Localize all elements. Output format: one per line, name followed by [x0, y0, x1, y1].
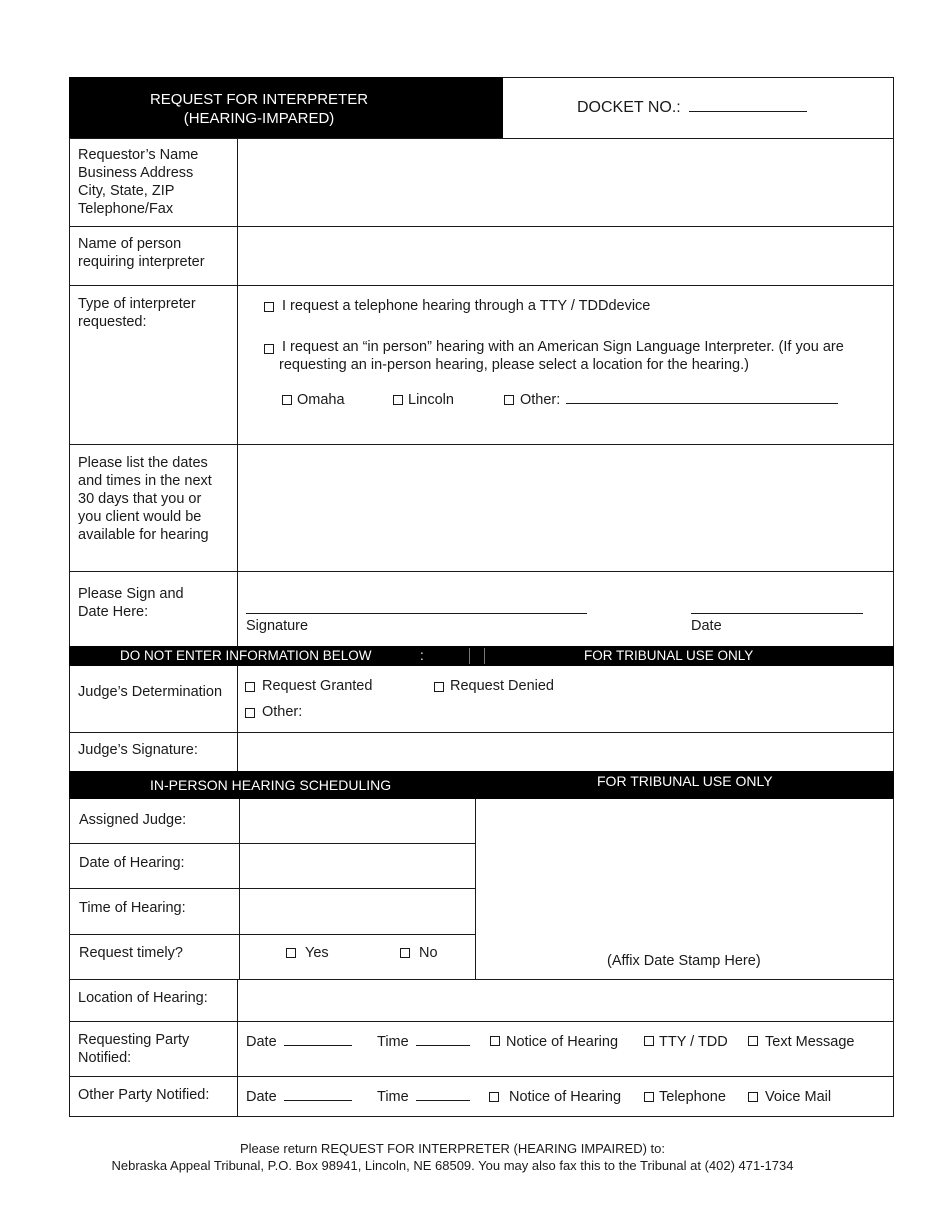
location-field[interactable]: [238, 980, 893, 1021]
tribunal-use-bar: [69, 646, 894, 666]
other-notice-checkbox[interactable]: [489, 1092, 499, 1102]
sign-label: Please Sign and Date Here:: [78, 586, 184, 620]
other-date-label: Date: [246, 1088, 352, 1106]
requesting-notice-checkbox[interactable]: [490, 1036, 500, 1046]
form-title: REQUEST FOR INTERPRETER: [149, 91, 369, 108]
inperson-checkbox[interactable]: [264, 344, 274, 354]
docket-label: DOCKET NO.:: [577, 99, 807, 117]
requesting-time-field[interactable]: [416, 1033, 470, 1046]
requesting-party-label: Requesting Party Notified:: [78, 1032, 190, 1066]
requesting-time-label: Time: [377, 1033, 470, 1051]
other-date-field[interactable]: [284, 1088, 352, 1101]
lincoln-label: Lincoln: [408, 392, 454, 408]
omaha-checkbox[interactable]: [282, 395, 292, 405]
scheduling-bar-left: IN-PERSON HEARING SCHEDULING: [150, 777, 392, 793]
other-party-label: Other Party Notified:: [78, 1087, 210, 1103]
time-of-hearing-field[interactable]: [240, 889, 474, 934]
requesting-date-label: Date: [246, 1033, 352, 1051]
interp-type-label: Type of interpreter requested:: [78, 296, 196, 330]
requesting-text-label: Text Message: [765, 1034, 855, 1050]
timely-yes-label: Yes: [305, 945, 329, 961]
person-label: Name of person requiring interpreter: [78, 236, 205, 270]
denied-label: Request Denied: [450, 678, 554, 694]
tribunal-bar-right: FOR TRIBUNAL USE ONLY: [584, 648, 754, 663]
docket-number-field[interactable]: [689, 99, 807, 112]
request-timely-label: Request timely?: [79, 945, 183, 961]
location-label: Location of Hearing:: [78, 990, 208, 1006]
date-of-hearing-field[interactable]: [240, 844, 474, 888]
omaha-label: Omaha: [297, 392, 345, 408]
judge-signature-field[interactable]: [238, 733, 893, 771]
requesting-tty-checkbox[interactable]: [644, 1036, 654, 1046]
other-telephone-checkbox[interactable]: [644, 1092, 654, 1102]
footer: [0, 1140, 905, 1174]
other-location-label: Other:: [520, 391, 838, 409]
other-voicemail-label: Voice Mail: [765, 1089, 832, 1105]
determination-label: Judge’s Determination: [78, 684, 223, 700]
timely-no-label: No: [419, 945, 438, 961]
date-stamp-caption: (Affix Date Stamp Here): [607, 953, 761, 969]
assigned-judge-label: Assigned Judge:: [79, 812, 187, 828]
date-of-hearing-label: Date of Hearing:: [79, 855, 185, 871]
requesting-date-field[interactable]: [284, 1033, 352, 1046]
scheduling-bar: [69, 771, 894, 799]
other-notice-label: Notice of Hearing: [509, 1089, 622, 1105]
determination-other-checkbox[interactable]: [245, 708, 255, 718]
requesting-tty-label: TTY / TDD: [659, 1034, 728, 1050]
other-location-field[interactable]: [566, 391, 838, 404]
timely-no-checkbox[interactable]: [400, 948, 410, 958]
scheduling-bar-right: FOR TRIBUNAL USE ONLY: [597, 773, 773, 789]
tribunal-bar-colon: :: [420, 648, 424, 663]
other-time-field[interactable]: [416, 1088, 470, 1101]
date-line[interactable]: [691, 613, 863, 614]
other-telephone-label: Telephone: [659, 1089, 726, 1105]
determination-other-label: Other:: [262, 704, 303, 720]
granted-label: Request Granted: [262, 678, 373, 694]
assigned-judge-field[interactable]: [240, 800, 474, 843]
footer-line1: Please return REQUEST FOR INTERPRETER (HEARING IMPAIRED) to:: [240, 1141, 665, 1156]
signature-line[interactable]: [246, 613, 587, 614]
denied-checkbox[interactable]: [434, 682, 444, 692]
time-of-hearing-label: Time of Hearing:: [79, 900, 186, 916]
date-caption: Date: [691, 618, 722, 634]
other-time-label: Time: [377, 1088, 470, 1106]
other-location-checkbox[interactable]: [504, 395, 514, 405]
header-title-block: [69, 77, 503, 138]
dates-field[interactable]: [238, 445, 893, 571]
lincoln-checkbox[interactable]: [393, 395, 403, 405]
footer-line2: Nebraska Appeal Tribunal, P.O. Box 98941, Lincoln, NE 68509. You may also fax this to the Tribunal at (402) 471-1734: [111, 1158, 794, 1173]
inperson-option-label: I request an “in person” hearing with an American Sign Language Interpreter. (If you are requesting an in-person hearing, please select a location for the hearing.): [279, 339, 844, 373]
granted-checkbox[interactable]: [245, 682, 255, 692]
requestor-label: Requestor’s Name Business Address City, State, ZIP Telephone/Fax: [78, 147, 199, 217]
requestor-field[interactable]: [238, 139, 893, 226]
tribunal-bar-left: DO NOT ENTER INFORMATION BELOW: [120, 648, 372, 663]
requesting-text-checkbox[interactable]: [748, 1036, 758, 1046]
requesting-notice-label: Notice of Hearing: [506, 1034, 619, 1050]
tty-checkbox[interactable]: [264, 302, 274, 312]
signature-caption: Signature: [246, 618, 309, 634]
tty-option-label: I request a telephone hearing through a TTY / TDDdevice: [282, 298, 651, 314]
other-voicemail-checkbox[interactable]: [748, 1092, 758, 1102]
timely-yes-checkbox[interactable]: [286, 948, 296, 958]
dates-label: Please list the dates and times in the next 30 days that you or you client would be available for hearing: [78, 455, 212, 543]
form-subtitle: (HEARING-IMPARED): [183, 110, 335, 127]
tribunal-bar-mark: [469, 648, 485, 664]
judge-signature-label: Judge’s Signature:: [78, 742, 198, 758]
person-field[interactable]: [238, 227, 893, 285]
